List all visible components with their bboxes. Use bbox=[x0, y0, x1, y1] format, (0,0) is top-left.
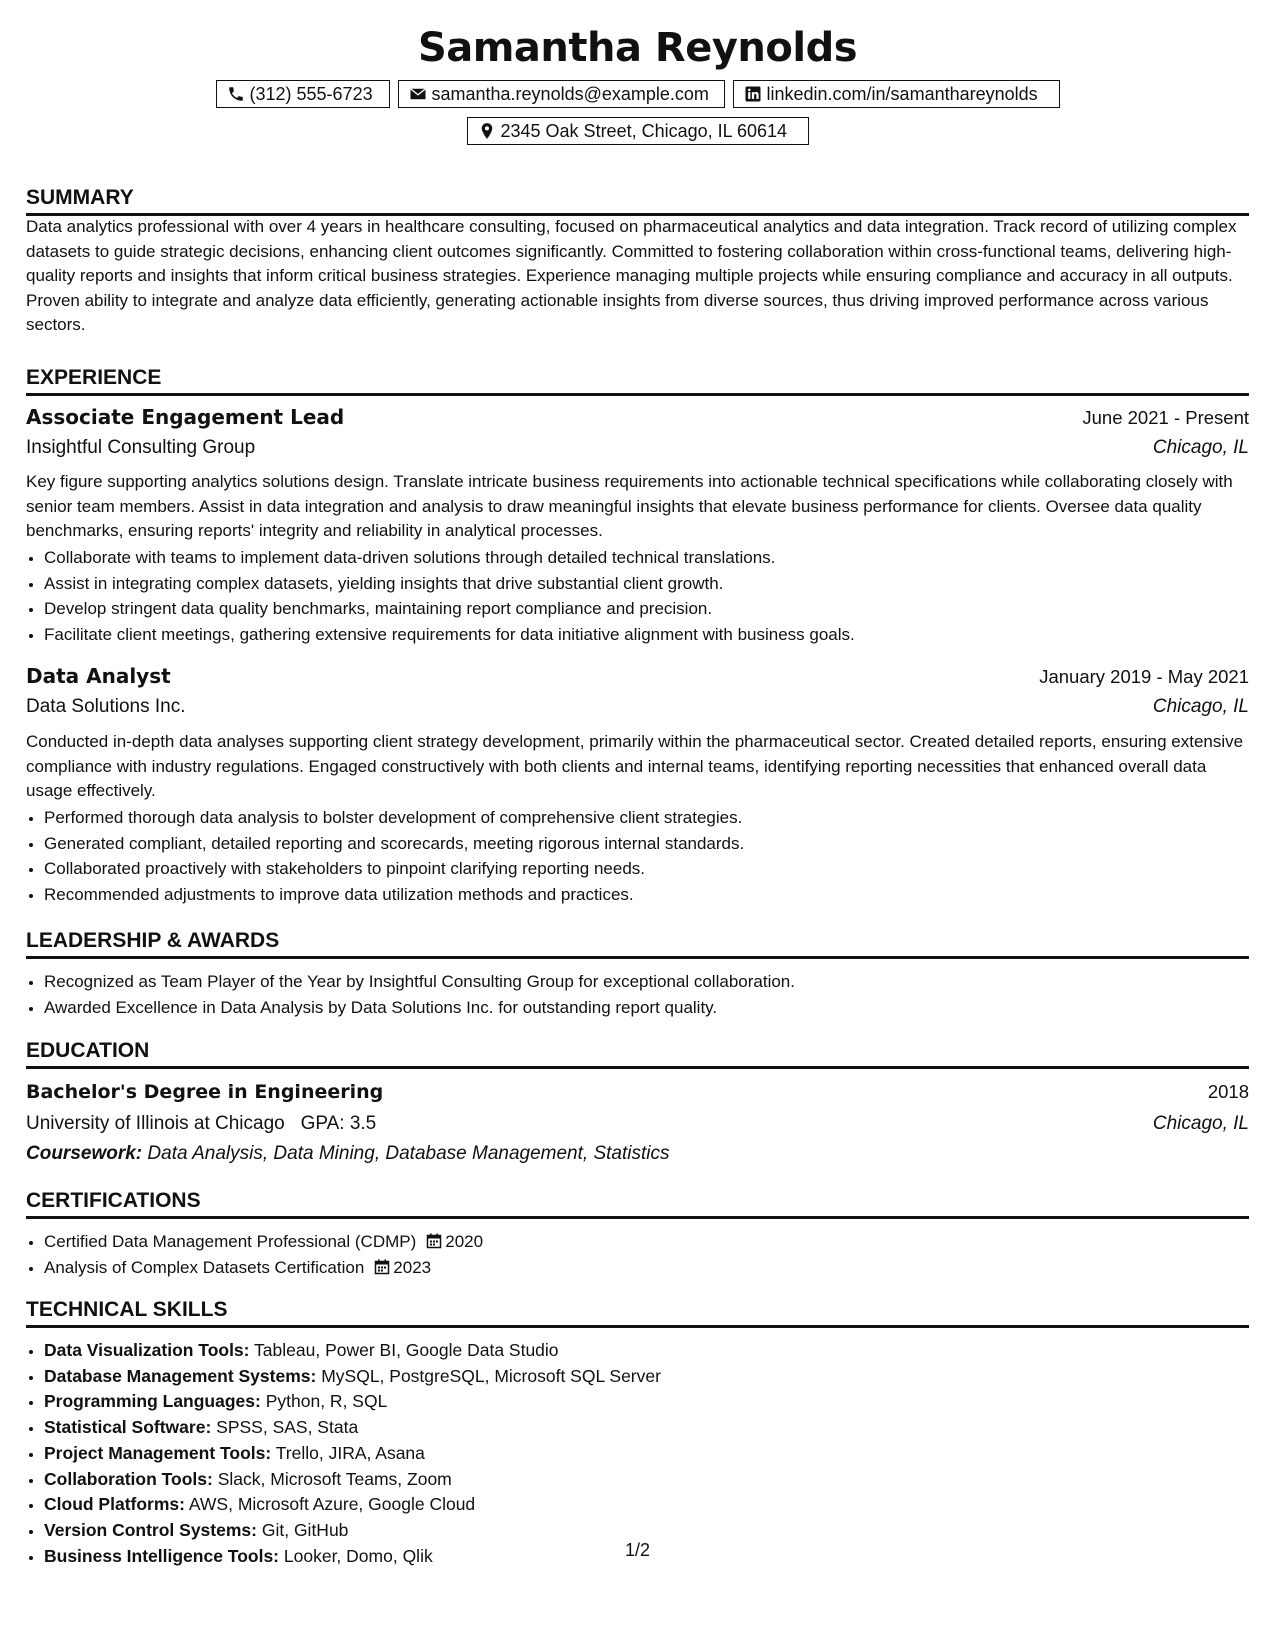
section-title-education: EDUCATION bbox=[26, 1038, 1249, 1069]
envelope-icon bbox=[409, 85, 427, 103]
job-bullets bbox=[26, 545, 1249, 648]
list-item: • Assist in integrating complex datasets, yielding insights that drive substantial client growth. bbox=[44, 571, 1249, 597]
contact-row-2 bbox=[26, 117, 1249, 145]
section-title-skills: TECHNICAL SKILLS bbox=[26, 1297, 1249, 1328]
list-item: • Recognized as Team Player of the Year by Insightful Consulting Group for exceptional collaboration. bbox=[44, 969, 1249, 995]
skill-value: Git, GitHub bbox=[261, 1519, 349, 1540]
list-item bbox=[44, 1467, 1249, 1493]
candidate-name: Samantha Reynolds bbox=[417, 25, 858, 71]
skill-label: Cloud Platforms: bbox=[44, 1494, 185, 1515]
gpa: GPA: 3.5 bbox=[300, 1113, 377, 1134]
email-text: samantha.reynolds@example.com bbox=[431, 83, 709, 104]
education-subheader bbox=[26, 1113, 1249, 1135]
skill-label: Statistical Software: bbox=[44, 1417, 212, 1438]
coursework-list: Data Analysis, Data Mining, Database Management, Statistics bbox=[147, 1143, 670, 1164]
map-pin-icon bbox=[478, 122, 496, 140]
school-line bbox=[26, 1113, 376, 1135]
list-item: • Generated compliant, detailed reporting and scorecards, meeting rigorous internal standards. bbox=[44, 831, 1249, 857]
job-location: Chicago, IL bbox=[1152, 696, 1249, 717]
skill-label: Programming Languages: bbox=[44, 1391, 261, 1412]
certification-name: Certified Data Management Professional (CDMP) bbox=[44, 1232, 417, 1251]
section-title-summary: SUMMARY bbox=[26, 185, 1249, 216]
job-description: Conducted in-depth data analyses supporting client strategy development, primarily within the pharmaceutical sector. Created detailed reports, ensuring extensive compliance with industry regulations. Engaged constructively with both clients and internal teams, identifying reporting necessities that enhanced overall data usage effectively. bbox=[26, 732, 1244, 800]
leadership-list bbox=[26, 969, 1249, 1020]
job-description: Key figure supporting analytics solutions design. Translate intricate business requirements into actionable technical specifications while collaborating closely with senior team members. Assist in data integration and analysis to draw meaningful insights that elevate business performance for clients. Oversee data quality benchmarks, ensuring reports' integrity and reliability in analytical processes. bbox=[26, 472, 1233, 540]
job-company: Data Solutions Inc. bbox=[26, 696, 186, 717]
list-item: • Develop stringent data quality benchmarks, maintaining report compliance and precision. bbox=[44, 596, 1249, 622]
phone-icon bbox=[227, 85, 245, 103]
calendar-icon bbox=[426, 1233, 442, 1249]
list-item: • Awarded Excellence in Data Analysis by Data Solutions Inc. for outstanding report quality. bbox=[44, 995, 1249, 1021]
skill-label: Data Visualization Tools: bbox=[44, 1340, 250, 1360]
list-item bbox=[44, 1364, 1249, 1390]
coursework bbox=[26, 1143, 1249, 1165]
skill-label: Project Management Tools: bbox=[44, 1442, 272, 1463]
skill-value: Tableau, Power BI, Google Data Studio bbox=[254, 1340, 559, 1360]
list-item bbox=[44, 1441, 1249, 1467]
education-location: Chicago, IL bbox=[1152, 1113, 1249, 1134]
contact-row bbox=[26, 80, 1249, 108]
phone-chip[interactable] bbox=[216, 80, 390, 108]
linkedin-icon bbox=[744, 85, 762, 103]
summary-text: Data analytics professional with over 4 years in healthcare consulting, focused on pharmaceutical analytics and data integration. Track record of utilizing complex datasets to guide strategic decisions, enhancing client outcomes significantly. Committed to fostering collaboration within cross-functional teams, delivering high-quality reports and insights that inform critical business strategies. Experience managing multiple projects while ensuring compliance and accuracy in all outputs. Proven ability to integrate and analyze data efficiently, generating actionable insights from diverse sources, thus driving improved performance across various sectors. bbox=[26, 217, 1237, 334]
calendar-icon bbox=[374, 1259, 390, 1275]
address-chip bbox=[467, 117, 809, 145]
section-title-leadership: LEADERSHIP & AWARDS bbox=[26, 928, 1249, 959]
job-location: Chicago, IL bbox=[1152, 437, 1249, 458]
job-subheader bbox=[26, 437, 1249, 459]
skill-value: Python, R, SQL bbox=[265, 1391, 388, 1412]
skill-value: AWS, Microsoft Azure, Google Cloud bbox=[188, 1494, 476, 1515]
skill-label: Collaboration Tools: bbox=[44, 1468, 213, 1489]
certification-year: 2023 bbox=[393, 1257, 432, 1277]
email-chip[interactable] bbox=[398, 80, 725, 108]
certifications-list bbox=[26, 1229, 1249, 1280]
address-text: 2345 Oak Street, Chicago, IL 60614 bbox=[500, 120, 788, 141]
education-year: 2018 bbox=[1207, 1081, 1249, 1102]
job-header bbox=[26, 405, 1249, 429]
list-item: • Recommended adjustments to improve data utilization methods and practices. bbox=[44, 882, 1249, 908]
list-item bbox=[44, 1229, 1249, 1255]
list-item bbox=[44, 1255, 1249, 1281]
certification-name: Analysis of Complex Datasets Certification bbox=[44, 1257, 365, 1277]
skill-value: MySQL, PostgreSQL, Microsoft SQL Server bbox=[321, 1365, 661, 1386]
skill-label: Version Control Systems: bbox=[44, 1519, 257, 1540]
skill-value: Trello, JIRA, Asana bbox=[275, 1442, 425, 1463]
resume-page bbox=[26, 0, 1249, 1650]
skill-value: Slack, Microsoft Teams, Zoom bbox=[217, 1468, 452, 1489]
skills-list bbox=[26, 1338, 1249, 1569]
job-bullets bbox=[26, 805, 1249, 908]
coursework-label: Coursework: bbox=[26, 1143, 143, 1164]
job-header bbox=[26, 664, 1249, 688]
job-subheader bbox=[26, 696, 1249, 718]
list-item: • Performed thorough data analysis to bolster development of comprehensive client strategies. bbox=[44, 805, 1249, 831]
list-item bbox=[44, 1389, 1249, 1415]
job-title: Data Analyst bbox=[26, 664, 171, 688]
list-item bbox=[44, 1338, 1249, 1364]
education-header bbox=[26, 1081, 1249, 1103]
skill-value: SPSS, SAS, Stata bbox=[216, 1417, 359, 1438]
linkedin-chip[interactable] bbox=[733, 80, 1060, 108]
job-dates: January 2019 - May 2021 bbox=[1039, 666, 1249, 687]
school-name: University of Illinois at Chicago bbox=[26, 1113, 285, 1134]
list-item: • Collaborated proactively with stakeholders to pinpoint clarifying reporting needs. bbox=[44, 856, 1249, 882]
certification-year: 2020 bbox=[445, 1232, 484, 1251]
list-item bbox=[44, 1492, 1249, 1518]
job-company: Insightful Consulting Group bbox=[26, 437, 256, 458]
job-title: Associate Engagement Lead bbox=[26, 405, 345, 429]
section-title-experience: EXPERIENCE bbox=[26, 365, 1249, 396]
phone-text: (312) 555-6723 bbox=[249, 83, 373, 104]
job-dates: June 2021 - Present bbox=[1082, 407, 1249, 428]
list-item bbox=[44, 1415, 1249, 1441]
list-item: • Collaborate with teams to implement data-driven solutions through detailed technical translations. bbox=[44, 545, 1249, 571]
list-item: • Facilitate client meetings, gathering extensive requirements for data initiative alignment with business goals. bbox=[44, 622, 1249, 648]
section-title-certifications: CERTIFICATIONS bbox=[26, 1188, 1249, 1219]
skill-label: Business Intelligence Tools: bbox=[44, 1545, 280, 1566]
skill-value: Looker, Domo, Qlik bbox=[283, 1545, 433, 1566]
degree: Bachelor's Degree in Engineering bbox=[26, 1081, 384, 1103]
page-number: 1/2 bbox=[624, 1540, 651, 1560]
linkedin-text: linkedin.com/in/samanthareynolds bbox=[766, 83, 1038, 104]
skill-label: Database Management Systems: bbox=[44, 1365, 317, 1386]
